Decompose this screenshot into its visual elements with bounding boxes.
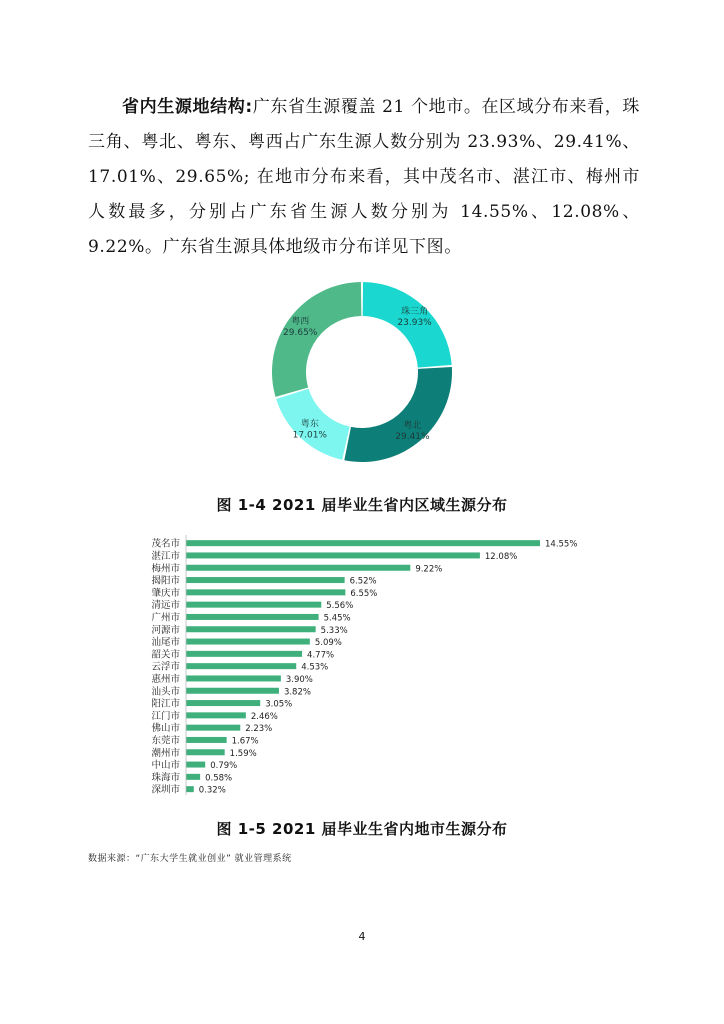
bar-value-label: 3.05% <box>265 699 293 710</box>
bar-13 <box>186 700 260 706</box>
bar-category-label: 珠海市 <box>151 772 180 784</box>
bar-value-label: 4.77% <box>307 650 335 661</box>
bar-value-label: 1.67% <box>231 736 259 747</box>
bar-7 <box>186 626 316 632</box>
bar-category-label: 汕尾市 <box>151 637 180 649</box>
bar-category-label: 佛山市 <box>151 723 180 735</box>
bar-category-label: 河源市 <box>151 624 180 636</box>
source-note: 数据来源：“广东大学生就业创业” 就业管理系统 <box>88 854 292 864</box>
bar-value-label: 2.23% <box>245 724 273 735</box>
bar-value-label: 5.33% <box>320 625 348 636</box>
bar-9 <box>186 651 302 657</box>
bar-18 <box>186 762 205 768</box>
bar-3 <box>186 577 345 583</box>
bar-value-label: 6.52% <box>349 576 377 587</box>
bar-category-label: 广州市 <box>151 612 180 624</box>
donut-slice-value-1: 29.41% <box>395 432 430 443</box>
bar-value-label: 5.09% <box>314 638 342 649</box>
bar-value-label: 14.55% <box>545 539 578 550</box>
paragraph-body: 广东省生源覆盖 21 个地市。在区域分布来看，珠三角、粤北、粤东、粤西占广东生源人数分别为 23.93%、29.41%、17.01%、29.65%; 在地市分布来看，其中茂名市、湛江市、梅州市人数最多，分别占广东省生源人数分别为 14.55%、12.08%、9.22%。广东省生源具体地级市分布详见下图。 <box>88 97 640 257</box>
page-number: 4 <box>358 930 366 943</box>
bar-14 <box>186 712 246 718</box>
donut-slice-value-0: 23.93% <box>397 317 432 328</box>
bar-value-label: 1.59% <box>229 748 257 759</box>
bar-category-label: 梅州市 <box>151 563 180 575</box>
intro-paragraph <box>88 90 640 265</box>
bar-value-label: 3.82% <box>283 687 311 698</box>
bar-category-label: 肇庆市 <box>151 587 180 599</box>
bar-20 <box>186 786 194 792</box>
bar-value-label: 0.58% <box>205 773 233 784</box>
bar-value-label: 4.53% <box>301 662 329 673</box>
donut-slice-value-3: 29.65% <box>283 328 318 339</box>
bar-category-label: 湛江市 <box>151 550 180 562</box>
bar-category-label: 汕头市 <box>151 686 180 698</box>
bar-15 <box>186 725 240 731</box>
bar-category-label: 韶关市 <box>151 649 180 661</box>
bar-5 <box>186 602 321 608</box>
bar-12 <box>186 688 279 694</box>
bar-value-label: 0.32% <box>198 785 226 795</box>
bar-value-label: 5.56% <box>326 601 354 612</box>
bar-value-label: 12.08% <box>484 551 518 562</box>
bar-value-label: 9.22% <box>415 564 443 575</box>
bar-category-label: 潮州市 <box>151 747 180 759</box>
bar-category-label: 清远市 <box>151 600 180 612</box>
figure-caption-2: 图 1-5 2021 届毕业生省内地市生源分布 <box>216 820 508 838</box>
bar-19 <box>186 774 200 780</box>
bar-category-label: 东莞市 <box>151 735 180 747</box>
bar-4 <box>186 589 345 595</box>
bar-value-label: 2.46% <box>250 711 278 722</box>
bar-16 <box>186 737 227 743</box>
bar-value-label: 6.55% <box>350 588 378 599</box>
bar-0 <box>186 540 540 546</box>
region-donut-chart <box>260 280 464 464</box>
bar-2 <box>186 565 410 571</box>
bar-category-label: 中山市 <box>151 760 180 772</box>
bar-category-label: 江门市 <box>151 710 180 722</box>
bar-11 <box>186 675 281 681</box>
bar-category-label: 云浮市 <box>151 661 180 673</box>
bar-category-label: 惠州市 <box>151 673 180 685</box>
figure-caption-1: 图 1-4 2021 届毕业生省内区域生源分布 <box>216 496 508 514</box>
donut-slice-label-2: 粤东 <box>300 419 319 430</box>
bar-value-label: 0.79% <box>210 761 238 772</box>
bar-6 <box>186 614 319 620</box>
bar-category-label: 揭阳市 <box>151 575 180 587</box>
donut-slice-1 <box>344 367 452 462</box>
city-bar-chart <box>140 535 610 795</box>
donut-slice-3 <box>272 282 361 397</box>
bar-category-label: 茂名市 <box>151 538 180 550</box>
bar-1 <box>186 552 480 558</box>
bar-category-label: 阳江市 <box>151 698 180 710</box>
donut-slice-label-3: 粤西 <box>291 317 310 328</box>
donut-slice-label-0: 珠三角 <box>401 306 429 317</box>
bar-10 <box>186 663 296 669</box>
bar-value-label: 5.45% <box>323 613 351 624</box>
bar-8 <box>186 639 310 645</box>
bar-category-label: 深圳市 <box>151 784 180 795</box>
bar-17 <box>186 749 225 755</box>
paragraph-lead: 省内生源地结构: <box>122 97 253 117</box>
donut-slice-label-1: 粤北 <box>403 421 422 432</box>
donut-slice-value-2: 17.01% <box>292 430 328 441</box>
bar-value-label: 3.90% <box>285 674 313 685</box>
